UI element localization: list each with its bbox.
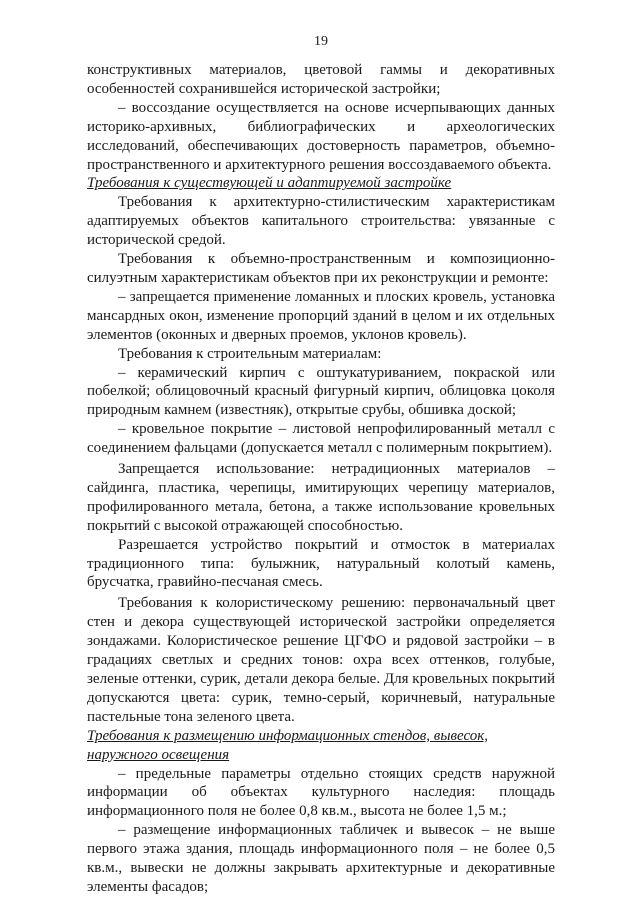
paragraph: – предельные параметры отдельно стоящих средств наружной информации об объектах культурного наследия: площадь информационного поля не более 0,8 кв.м., высота не более 1,5 м.; xyxy=(87,765,555,820)
paragraph: – кровельное покрытие – листовой непрофилированный металл с соединением фальцами (допускается металл с полимерным покрытием). xyxy=(87,421,555,457)
paragraph: конструктивных материалов, цветовой гаммы и декоративных особенностей сохранившейся исторической застройки; xyxy=(87,62,555,97)
page-number: 19 xyxy=(314,34,328,49)
paragraph: Требования к строительным материалам: xyxy=(118,345,382,362)
paragraph: Запрещается использование: нетрадиционных материалов – сайдинга, пластика, черепицы, имитирующих черепицу материалов, профилированного метала, бетона, а также использование кровельных покрытий с высокой отражающей способностью. xyxy=(87,461,555,534)
paragraph: – воссоздание осуществляется на основе исчерпывающих данных историко-архивных, библиографических и археологических исследований, обеспечивающих достоверность параметров, объемно-пространственного и архитектурного решения воссоздаваемого объекта. xyxy=(87,99,555,173)
section-heading-line: Требования к размещению информационных стендов, вывесок, xyxy=(87,727,488,744)
paragraph: Требования к колористическому решению: первоначальный цвет стен и декора существующей исторической застройки определяется зондажами. Колористическое решение ЦГФО и рядовой застройки – в градациях светлых и средних тонов: охра всех оттенков, голубые, зеленые оттенки, сурик, детали декора белые. Для кровельных покрытий допускаются цвета: сурик, темно-серый, коричневый, натуральные пастельные тона зеленого цвета. xyxy=(87,595,555,725)
paragraph: – размещение информационных табличек и вывесок – не выше первого этажа здания, площадь информационного поля – не более 0,5 кв.м., вывески не должны закрывать архитектурные и декоративные элементы фасадов; xyxy=(87,822,555,895)
paragraph: Разрешается устройство покрытий и отмосток в материалах традиционного типа: булыжник, натуральный колотый камень, брусчатка, гравийно-песчаная смесь. xyxy=(87,536,555,591)
document-body xyxy=(87,61,555,897)
section-heading xyxy=(87,727,555,765)
paragraph: Требования к архитектурно-стилистическим характеристикам адаптируемых объектов капитального строительства: увязанные с исторической средой. xyxy=(87,194,555,249)
paragraph: – керамический кирпич с оштукатуриванием, покраской или побелкой; облицовочный красный фигурный кирпич, облицовка цоколя природным камнем (известняк), открытые срубы, обшивка доской; xyxy=(87,364,555,419)
section-heading-line: наружного освещения xyxy=(87,746,230,763)
paragraph: – запрещается применение ломанных и плоских кровель, установка мансардных окон, изменение пропорций зданий в целом и их отдельных элементов (оконных и дверных проемов, уклонов кровель). xyxy=(87,288,555,343)
section-heading: Требования к существующей и адаптируемой застройке xyxy=(87,175,452,192)
paragraph: Требования к объемно-пространственным и композиционно-силуэтным характеристикам объектов при их реконструкции и ремонте: xyxy=(87,251,555,286)
